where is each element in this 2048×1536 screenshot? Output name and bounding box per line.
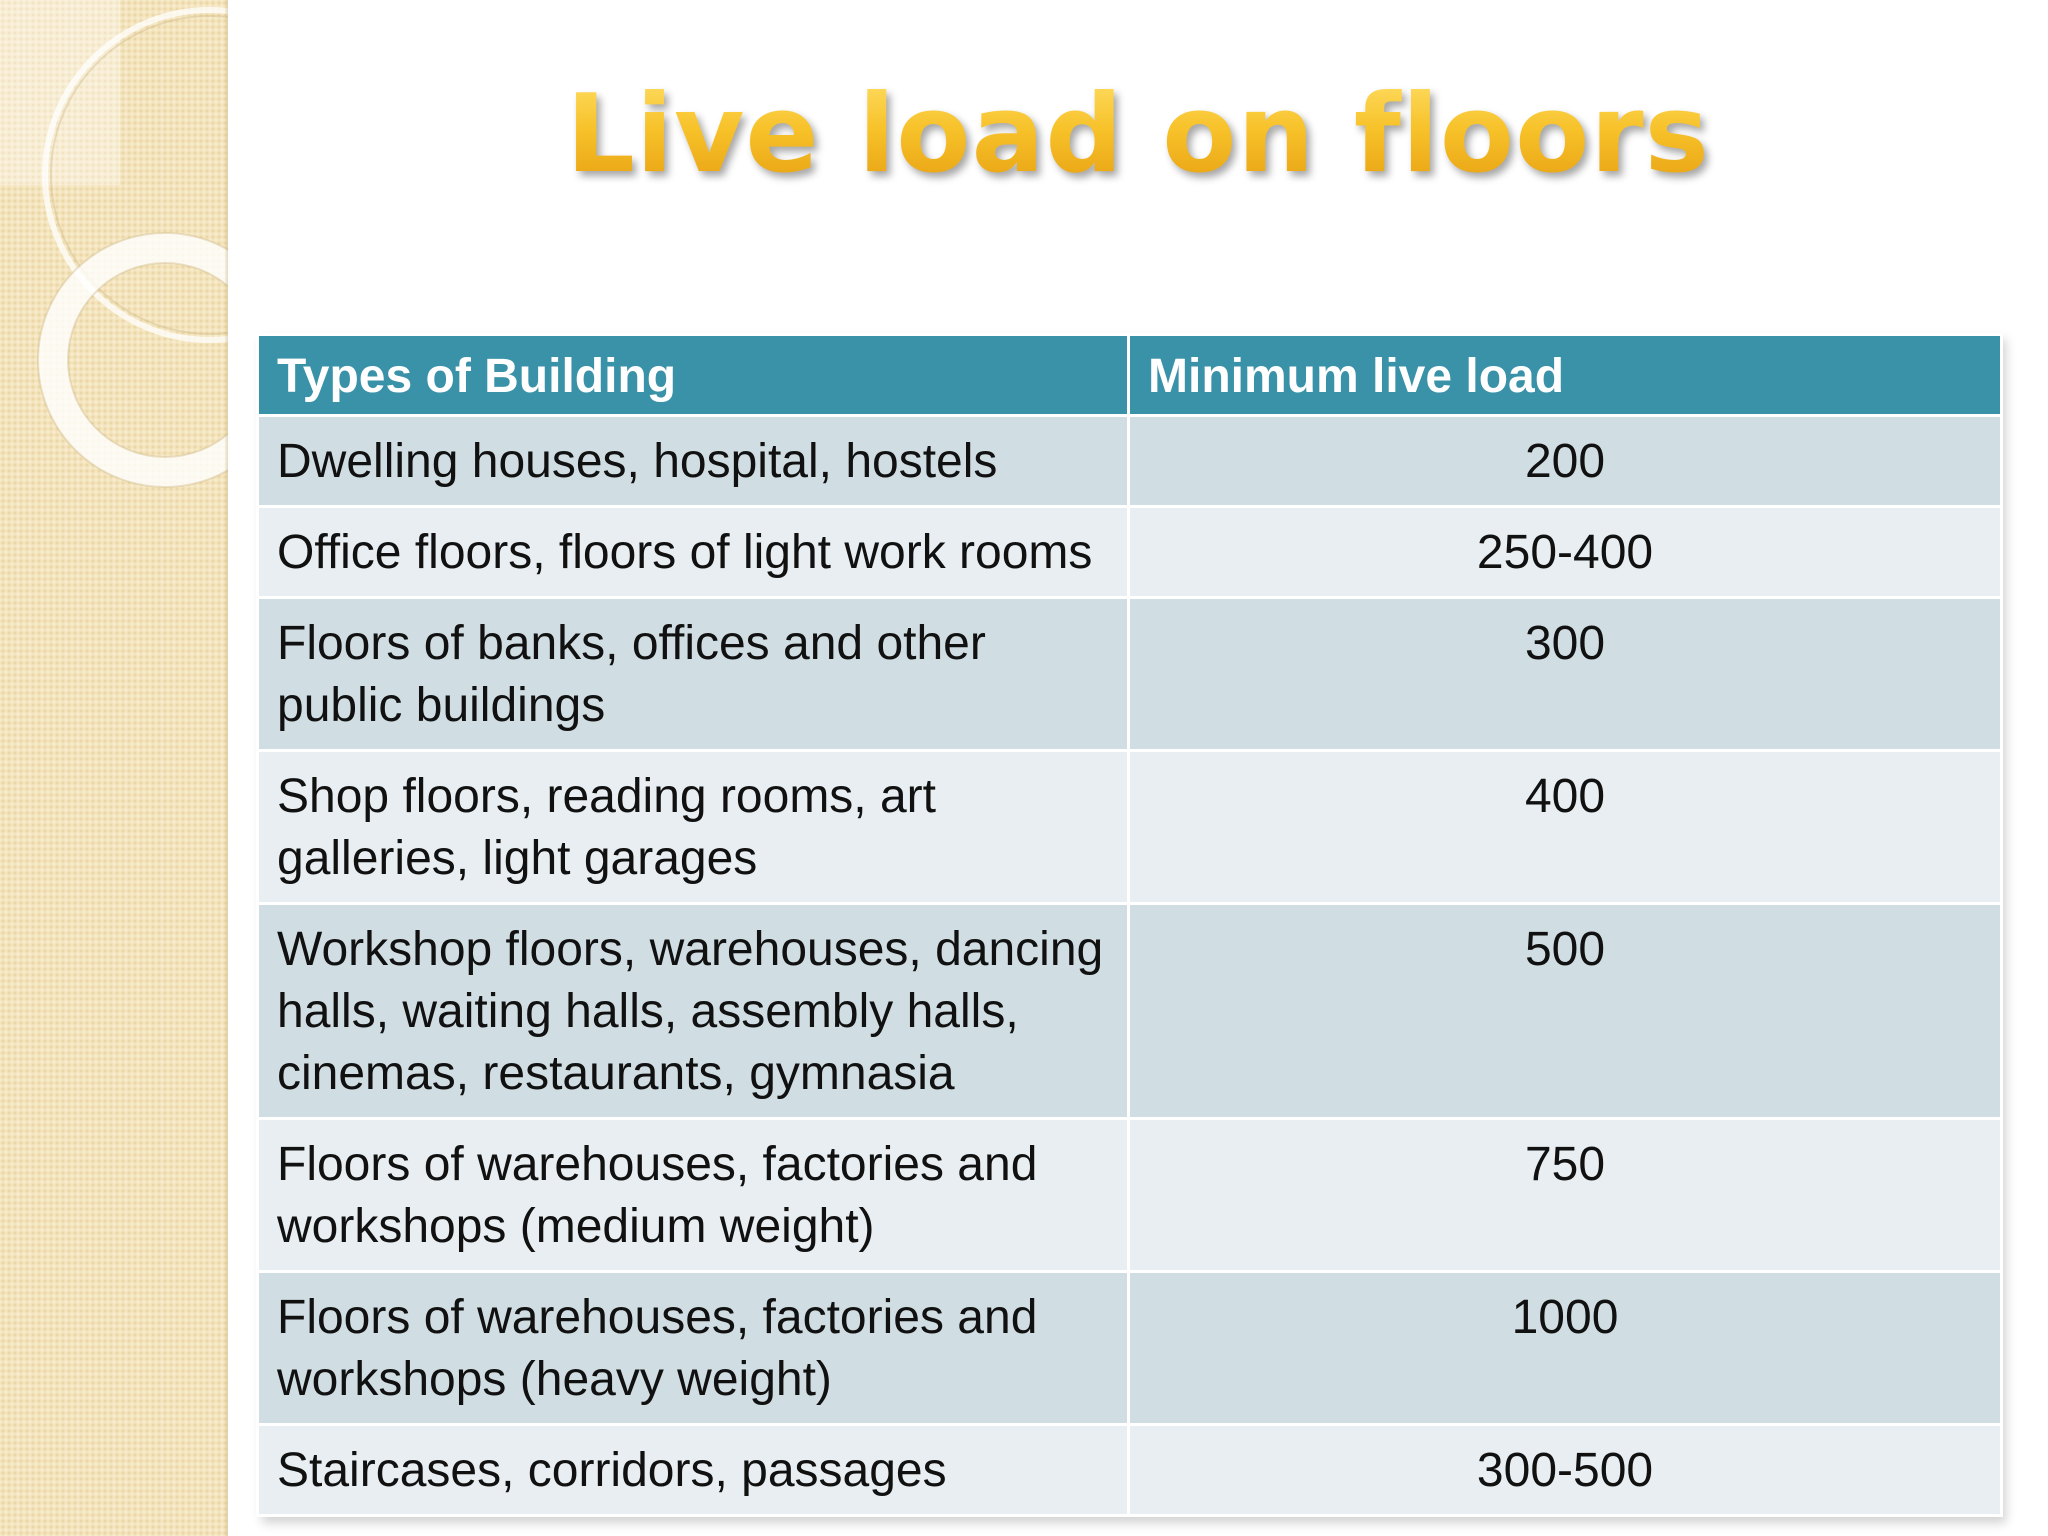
live-load-cell: 750 xyxy=(1129,1119,2002,1272)
building-type-cell: Floors of warehouses, factories and workshops (medium weight) xyxy=(258,1119,1129,1272)
live-load-cell: 200 xyxy=(1129,416,2002,507)
building-type-cell: Shop floors, reading rooms, art galleries, light garages xyxy=(258,751,1129,904)
live-load-cell: 500 xyxy=(1129,904,2002,1119)
table-row xyxy=(258,416,2002,507)
building-type-cell: Floors of banks, offices and other public buildings xyxy=(258,598,1129,751)
table-row xyxy=(258,751,2002,904)
table-row xyxy=(258,598,2002,751)
live-load-cell: 1000 xyxy=(1129,1272,2002,1425)
table-row xyxy=(258,1272,2002,1425)
slide-title: Live load on floors xyxy=(228,70,2048,200)
table-row xyxy=(258,904,2002,1119)
header-building-type: Types of Building xyxy=(258,335,1129,416)
building-type-cell: Floors of warehouses, factories and workshops (heavy weight) xyxy=(258,1272,1129,1425)
building-type-cell: Staircases, corridors, passages xyxy=(258,1425,1129,1516)
live-load-table xyxy=(256,333,2000,1517)
table-header-row xyxy=(258,335,2002,416)
building-type-cell: Workshop floors, warehouses, dancing halls, waiting halls, assembly halls, cinemas, restaurants, gymnasia xyxy=(258,904,1129,1119)
decorative-rings-graphic xyxy=(0,0,228,520)
live-load-cell: 300 xyxy=(1129,598,2002,751)
live-load-cell: 400 xyxy=(1129,751,2002,904)
live-load-cell: 250-400 xyxy=(1129,507,2002,598)
table-row xyxy=(258,507,2002,598)
decorative-side-strip xyxy=(0,0,228,1536)
table-row xyxy=(258,1119,2002,1272)
table-row xyxy=(258,1425,2002,1516)
header-minimum-live-load: Minimum live load xyxy=(1129,335,2002,416)
building-type-cell: Dwelling houses, hospital, hostels xyxy=(258,416,1129,507)
live-load-cell: 300-500 xyxy=(1129,1425,2002,1516)
building-type-cell: Office floors, floors of light work rooms xyxy=(258,507,1129,598)
